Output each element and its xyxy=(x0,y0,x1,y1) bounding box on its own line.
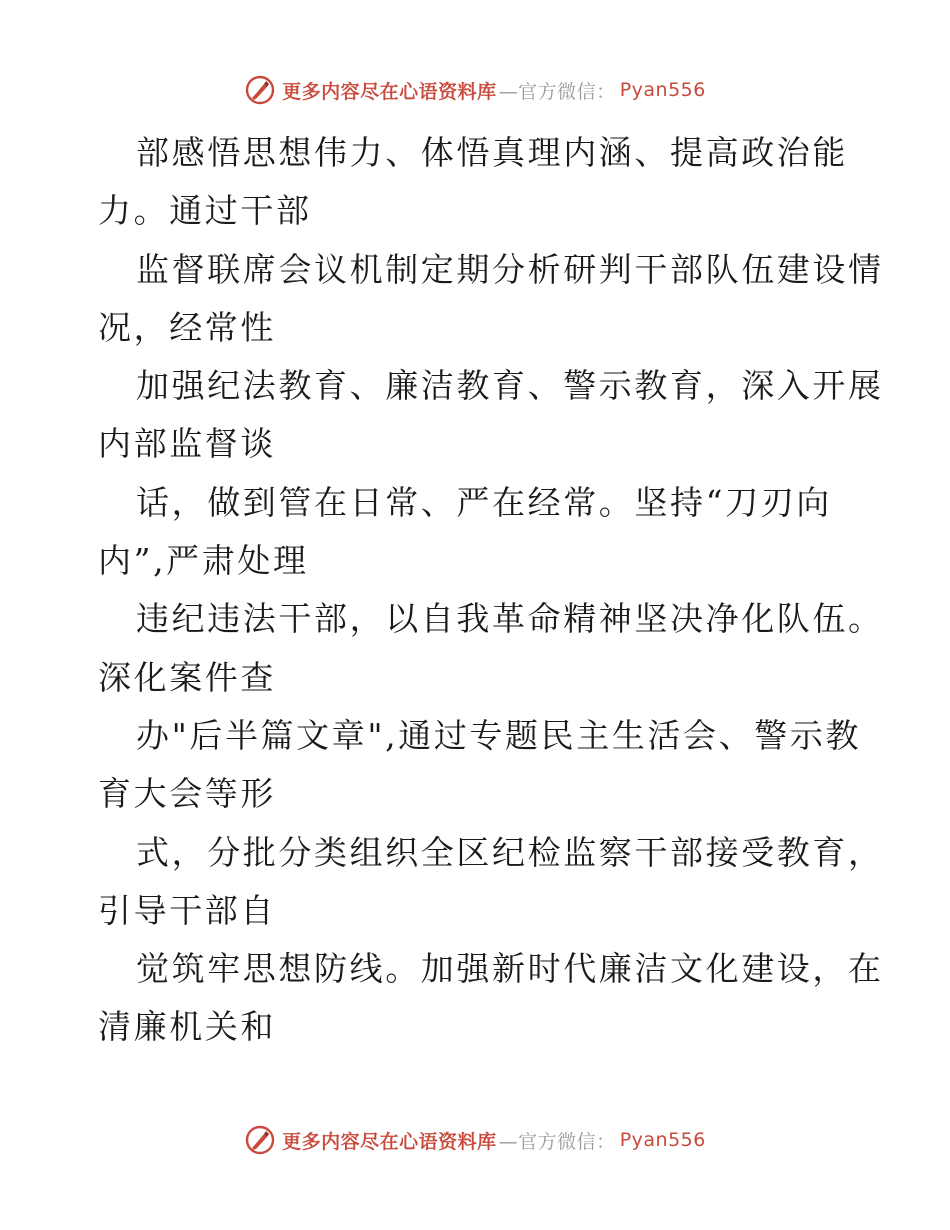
footer-banner xyxy=(0,1122,950,1158)
header-banner xyxy=(0,72,950,108)
pen-seal-icon xyxy=(244,1124,276,1156)
text-line: 监督联席会议机制定期分析研判干部队伍建设情 xyxy=(136,249,884,289)
text-line: 内部监督谈 xyxy=(98,424,276,464)
text-line: 办"后半篇文章",通过专题民主生活会、警示教 xyxy=(136,715,862,755)
body-text xyxy=(98,124,884,1057)
header-banner-text xyxy=(282,77,706,104)
text-line: 式，分批分类组织全区纪检监察干部接受教育， xyxy=(136,832,884,872)
text-line: 违纪违法干部，以自我革命精神坚决净化队伍。 xyxy=(136,599,884,639)
text-line: 深化案件查 xyxy=(98,657,276,697)
text-line: 引导干部自 xyxy=(98,890,276,930)
footer-banner-label: —官方微信： xyxy=(498,1130,616,1153)
text-line: 部感悟思想伟力、体悟真理内涵、提高政治能 xyxy=(136,133,848,172)
pen-seal-icon xyxy=(244,74,276,106)
text-line: 育大会等形 xyxy=(98,774,276,814)
text-line: 加强纪法教育、廉洁教育、警示教育，深入开展 xyxy=(136,366,884,406)
text-line: 清廉机关和 xyxy=(98,1007,276,1047)
text-line: 力。通过干部 xyxy=(98,191,312,231)
header-banner-label: —官方微信： xyxy=(498,80,616,103)
footer-banner-title: 更多内容尽在心语资料库 xyxy=(282,1130,497,1153)
text-line: 内”,严肃处理 xyxy=(98,541,309,581)
footer-banner-wechat-id: Pyan556 xyxy=(619,1129,706,1151)
footer-banner-text xyxy=(282,1127,706,1154)
text-line: 觉筑牢思想防线。加强新时代廉洁文化建设，在 xyxy=(136,949,884,989)
header-banner-wechat-id: Pyan556 xyxy=(619,79,706,101)
header-banner-title: 更多内容尽在心语资料库 xyxy=(282,80,497,103)
text-line: 话，做到管在日常、严在经常。坚持“刀刃向 xyxy=(136,482,832,522)
text-line: 况，经常性 xyxy=(98,307,276,347)
